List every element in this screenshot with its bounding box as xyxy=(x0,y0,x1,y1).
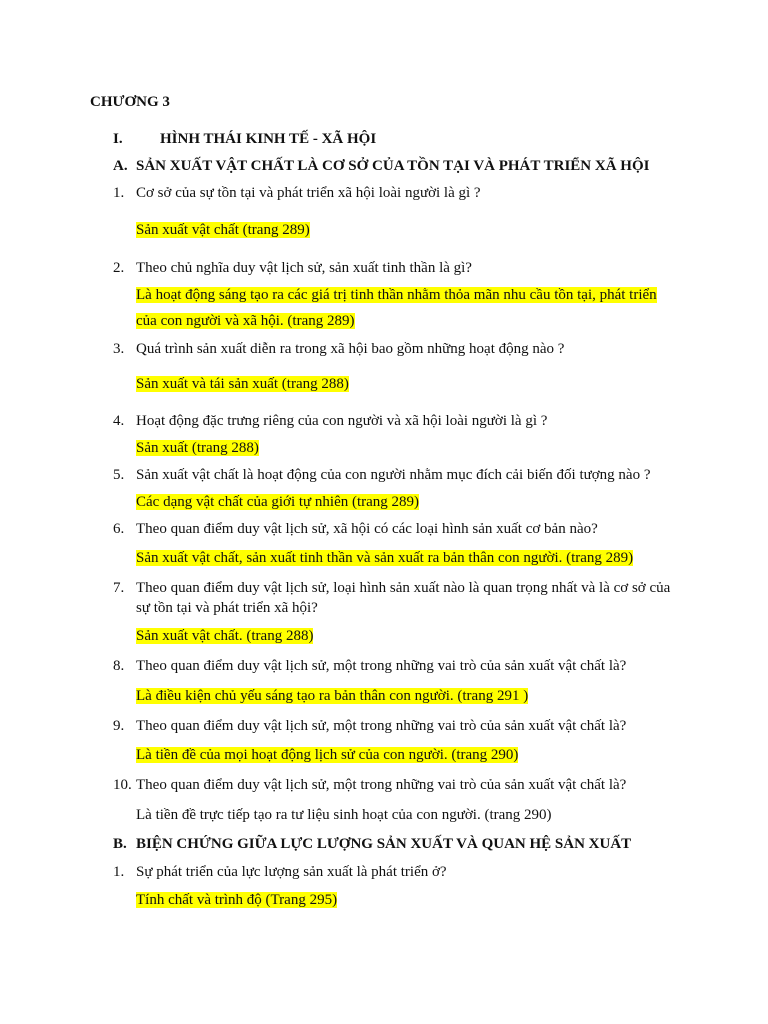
question-number: 9. xyxy=(113,718,125,734)
answer-highlight: Là hoạt động sáng tạo ra các giá trị tinh thần nhằm thỏa mãn nhu cầu tồn tại, phát triển xyxy=(136,287,657,303)
question-number: 2. xyxy=(113,260,125,276)
answer-highlight: Tính chất và trình độ (Trang 295) xyxy=(136,892,338,908)
question-text: Theo quan điểm duy vật lịch sử, một trong những vai trò của sản xuất vật chất là? xyxy=(136,658,627,674)
answer-highlight: Sản xuất (trang 288) xyxy=(136,440,259,456)
question-number: 1. xyxy=(113,185,125,201)
question-text: Cơ sở của sự tồn tại và phát triển xã hội loài người là gì ? xyxy=(136,185,481,201)
chapter-title: CHƯƠNG 3 xyxy=(90,94,170,110)
answer-highlight-continued: của con người và xã hội. (trang 289) xyxy=(136,313,355,329)
question-text: Theo quan điểm duy vật lịch sử, loại hình sản xuất nào là quan trọng nhất và là cơ sở của xyxy=(136,580,671,596)
answer-highlight: Sản xuất vật chất, sản xuất tinh thần và sản xuất ra bản thân con người. (trang 289) xyxy=(136,550,634,566)
section-b-title: BIỆN CHỨNG GIỮA LỰC LƯỢNG SẢN XUẤT VÀ QUAN HỆ SẢN XUẤT xyxy=(136,836,632,852)
question-text: Theo quan điểm duy vật lịch sử, một trong những vai trò của sản xuất vật chất là? xyxy=(136,777,627,793)
section-a-number: A. xyxy=(113,158,128,174)
answer-highlight: Sản xuất vật chất. (trang 288) xyxy=(136,628,314,644)
question-text: Theo quan điểm duy vật lịch sử, xã hội có các loại hình sản xuất cơ bản nào? xyxy=(136,521,598,537)
section-i-number: I. xyxy=(113,131,123,147)
section-i-title: HÌNH THÁI KINH TẾ - XÃ HỘI xyxy=(160,131,377,147)
question-text: Sự phát triển của lực lượng sản xuất là phát triển ở? xyxy=(136,864,447,880)
question-text: Quá trình sản xuất diễn ra trong xã hội bao gồm những hoạt động nào ? xyxy=(136,341,565,357)
answer-highlight: Là điều kiện chủ yếu sáng tạo ra bản thân con người. (trang 291 ) xyxy=(136,688,529,704)
section-b-number: B. xyxy=(113,836,127,852)
answer-highlight: Là tiền đề của mọi hoạt động lịch sử của con người. (trang 290) xyxy=(136,747,519,763)
question-text-continued: sự tồn tại và phát triển xã hội? xyxy=(136,600,318,616)
question-text: Theo chủ nghĩa duy vật lịch sử, sản xuất tinh thần là gì? xyxy=(136,260,472,276)
question-number: 1. xyxy=(113,864,125,880)
answer-highlight: Sản xuất và tái sản xuất (trang 288) xyxy=(136,376,349,392)
question-number: 5. xyxy=(113,467,125,483)
question-text: Sản xuất vật chất là hoạt động của con người nhằm mục đích cải biến đối tượng nào ? xyxy=(136,467,651,483)
question-number: 6. xyxy=(113,521,125,537)
question-number: 3. xyxy=(113,341,125,357)
question-number: 10. xyxy=(113,777,132,793)
answer-plain: Là tiền đề trực tiếp tạo ra tư liệu sinh hoạt của con người. (trang 290) xyxy=(136,807,552,823)
section-a-title: SẢN XUẤT VẬT CHẤT LÀ CƠ SỞ CỦA TỒN TẠI VÀ PHÁT TRIỂN XÃ HỘI xyxy=(136,158,650,174)
question-text: Hoạt động đặc trưng riêng của con người và xã hội loài người là gì ? xyxy=(136,413,548,429)
question-text: Theo quan điểm duy vật lịch sử, một trong những vai trò của sản xuất vật chất là? xyxy=(136,718,627,734)
question-number: 4. xyxy=(113,413,125,429)
question-number: 8. xyxy=(113,658,125,674)
question-number: 7. xyxy=(113,580,125,596)
answer-highlight: Sản xuất vật chất (trang 289) xyxy=(136,222,310,238)
answer-highlight: Các dạng vật chất của giới tự nhiên (trang 289) xyxy=(136,494,420,510)
